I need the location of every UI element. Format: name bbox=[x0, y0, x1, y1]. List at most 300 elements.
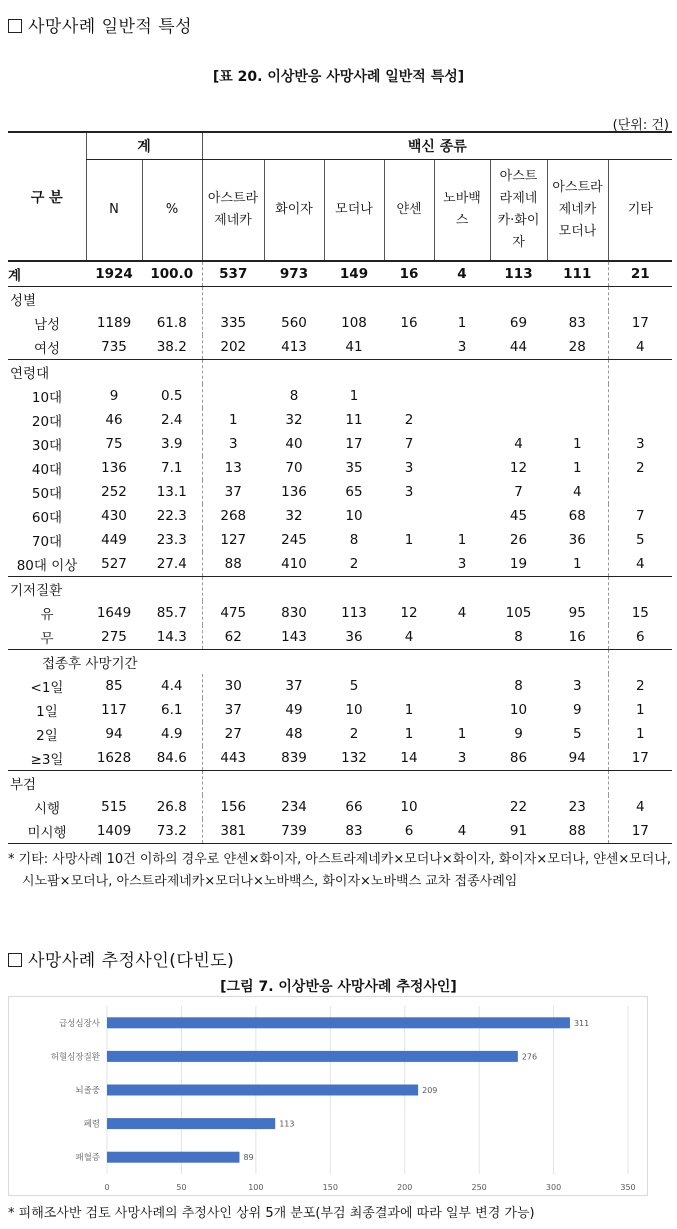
empty-cell bbox=[142, 287, 202, 312]
data-label: 209 bbox=[422, 1086, 438, 1095]
cell-vaccine-2: 2 bbox=[349, 556, 359, 572]
cell-vaccine-0: 27 bbox=[224, 726, 242, 742]
header-vaccine-group: 백신 종류 bbox=[202, 132, 672, 159]
x-tick-label: 300 bbox=[545, 1183, 562, 1192]
cell-pct: 38.2 bbox=[142, 335, 202, 360]
table-row bbox=[8, 456, 672, 480]
cell-vaccine-5: 7 bbox=[514, 484, 523, 500]
row-label: 여성 bbox=[33, 341, 61, 357]
cell-vaccine-5: 105 bbox=[505, 605, 532, 621]
cell-vaccine-7: 6 bbox=[636, 629, 645, 645]
header-vaccine-7: 기타 bbox=[608, 159, 672, 261]
cell-pct: 2.4 bbox=[142, 408, 202, 432]
empty-cell bbox=[608, 360, 672, 385]
cell-vaccine-5: 8 bbox=[514, 678, 523, 694]
empty-cell bbox=[264, 650, 324, 675]
header-n: N bbox=[86, 159, 142, 261]
cell-vaccine-3: 16 bbox=[400, 315, 418, 331]
header-total: 계 bbox=[86, 132, 202, 159]
row-label: 40대 bbox=[31, 462, 63, 478]
cell-vaccine-1: 49 bbox=[285, 702, 303, 718]
cell-pct: 26.8 bbox=[142, 795, 202, 819]
table-row bbox=[8, 261, 672, 287]
cell-vaccine-3: 2 bbox=[404, 412, 414, 428]
cell-vaccine-6: 1 bbox=[547, 456, 608, 480]
table-row bbox=[8, 432, 672, 456]
cell-vaccine-2: 36 bbox=[345, 629, 363, 645]
cell-n: 75 bbox=[105, 436, 123, 452]
table-row bbox=[8, 480, 672, 504]
group-heading-row bbox=[8, 360, 672, 385]
section-title-causes bbox=[8, 946, 234, 971]
table-row bbox=[8, 311, 672, 335]
cell-vaccine-6: 111 bbox=[547, 261, 608, 287]
cell-n: 1649 bbox=[96, 605, 132, 621]
cell-vaccine-0: 268 bbox=[220, 508, 247, 524]
cell-vaccine-1: 413 bbox=[281, 339, 307, 355]
cell-pct: 27.4 bbox=[142, 552, 202, 577]
empty-cell bbox=[490, 577, 547, 602]
group-heading: 연령대 bbox=[10, 366, 50, 382]
row-label: 20대 bbox=[31, 414, 63, 430]
cell-pct: 61.8 bbox=[142, 311, 202, 335]
cell-vaccine-0: 30 bbox=[224, 678, 242, 694]
table-row bbox=[8, 819, 672, 844]
cell-vaccine-4: 3 bbox=[457, 556, 467, 572]
empty-cell bbox=[434, 650, 490, 675]
cell-vaccine-5: 4 bbox=[514, 436, 523, 452]
cell-vaccine-0: 1 bbox=[228, 412, 238, 428]
cell-vaccine-7: 1 bbox=[636, 702, 645, 718]
empty-cell bbox=[608, 771, 672, 796]
cell-vaccine-3: 16 bbox=[399, 266, 419, 282]
cell-vaccine-2: 132 bbox=[341, 750, 367, 766]
empty-cell bbox=[547, 577, 608, 602]
cell-pct: 4.4 bbox=[142, 674, 202, 698]
cell-vaccine-5: 45 bbox=[509, 508, 528, 524]
empty-cell bbox=[142, 577, 202, 602]
cell-vaccine-2: 8 bbox=[349, 532, 359, 548]
cell-vaccine-7: 15 bbox=[631, 605, 649, 621]
cell-vaccine-7: 2 bbox=[636, 678, 645, 694]
cell-vaccine-0: 88 bbox=[224, 556, 242, 572]
row-label: 10대 bbox=[31, 390, 63, 406]
cell-vaccine-6: 95 bbox=[547, 601, 608, 625]
table-row bbox=[8, 722, 672, 746]
header-vaccine-6: 아스트라 제네카 모더나 bbox=[547, 159, 608, 261]
section-title-text: 사망사례 일반적 특성 bbox=[28, 17, 193, 37]
cell-vaccine-5: 9 bbox=[514, 726, 523, 742]
group-heading-row bbox=[8, 577, 672, 602]
cell-vaccine-1: 40 bbox=[285, 436, 303, 452]
cell-vaccine-5: 19 bbox=[509, 556, 528, 572]
empty-cell bbox=[324, 650, 384, 675]
cell-vaccine-0: 475 bbox=[220, 605, 247, 621]
cell-pct: 0.5 bbox=[142, 384, 202, 408]
empty-cell bbox=[324, 360, 384, 385]
empty-cell bbox=[142, 360, 202, 385]
cell-vaccine-6: 94 bbox=[547, 746, 608, 771]
cell-pct: 100.0 bbox=[142, 261, 202, 287]
data-label: 89 bbox=[243, 1153, 254, 1163]
cell-vaccine-0: 37 bbox=[224, 702, 242, 718]
cell-vaccine-1: 410 bbox=[281, 556, 307, 572]
cell-vaccine-7: 17 bbox=[631, 823, 649, 839]
header-vaccine-1: 화이자 bbox=[264, 159, 324, 261]
cell-pct: 84.6 bbox=[142, 746, 202, 771]
group-heading: 접종후 사망기간 bbox=[42, 656, 138, 672]
empty-cell bbox=[202, 577, 264, 602]
table-row bbox=[8, 698, 672, 722]
row-label: 무 bbox=[40, 631, 54, 647]
cell-vaccine-4 bbox=[434, 456, 490, 480]
cell-vaccine-3 bbox=[384, 384, 434, 408]
cell-vaccine-4: 1 bbox=[457, 532, 467, 548]
cell-vaccine-4 bbox=[434, 625, 490, 650]
cell-vaccine-2: 66 bbox=[345, 799, 363, 815]
empty-cell bbox=[202, 650, 264, 675]
cell-vaccine-0: 202 bbox=[220, 339, 247, 355]
empty-cell bbox=[264, 287, 324, 312]
empty-cell bbox=[608, 650, 672, 675]
cell-vaccine-4: 4 bbox=[457, 823, 467, 839]
cell-vaccine-4: 3 bbox=[457, 750, 467, 766]
cell-vaccine-3: 6 bbox=[404, 823, 414, 839]
x-tick-label: 200 bbox=[397, 1183, 413, 1192]
empty-cell bbox=[434, 771, 490, 796]
cell-vaccine-4 bbox=[434, 384, 490, 408]
empty-cell bbox=[490, 650, 547, 675]
cause-of-death-chart bbox=[8, 996, 648, 1196]
x-tick-label: 150 bbox=[322, 1183, 338, 1192]
checkbox-square-icon bbox=[8, 953, 22, 967]
cell-vaccine-2: 149 bbox=[339, 266, 369, 282]
table-row bbox=[8, 746, 672, 771]
empty-cell bbox=[608, 577, 672, 602]
cell-pct: 85.7 bbox=[142, 601, 202, 625]
cell-n: 85 bbox=[105, 678, 123, 694]
cell-pct: 23.3 bbox=[142, 528, 202, 552]
x-tick-label: 250 bbox=[471, 1183, 487, 1192]
cell-vaccine-4 bbox=[434, 408, 490, 432]
x-tick-label: 50 bbox=[176, 1183, 187, 1192]
cell-vaccine-5: 26 bbox=[509, 532, 528, 548]
table-row bbox=[8, 552, 672, 577]
empty-cell bbox=[86, 577, 142, 602]
cell-vaccine-3: 14 bbox=[400, 750, 418, 766]
cell-n: 527 bbox=[101, 556, 127, 572]
row-label: 2일 bbox=[36, 728, 58, 744]
row-label: 미시행 bbox=[27, 825, 67, 841]
empty-cell bbox=[324, 771, 384, 796]
cell-n: 252 bbox=[101, 484, 127, 500]
cell-vaccine-6: 16 bbox=[547, 625, 608, 650]
cell-n: 117 bbox=[101, 702, 127, 718]
cell-vaccine-5: 44 bbox=[509, 339, 528, 355]
cell-vaccine-3: 7 bbox=[404, 436, 414, 452]
empty-cell bbox=[434, 360, 490, 385]
cell-n: 430 bbox=[101, 508, 127, 524]
category-label: 뇌졸중 bbox=[75, 1086, 100, 1096]
cell-vaccine-0: 381 bbox=[220, 823, 247, 839]
cell-vaccine-2: 1 bbox=[349, 388, 359, 404]
cell-n: 94 bbox=[105, 726, 123, 742]
cell-vaccine-3: 4 bbox=[404, 629, 414, 645]
cell-vaccine-4: 4 bbox=[457, 605, 467, 621]
header-category: 구 분 bbox=[8, 132, 86, 261]
empty-cell bbox=[384, 577, 434, 602]
cell-vaccine-1: 839 bbox=[281, 750, 307, 766]
cell-vaccine-7: 21 bbox=[630, 266, 650, 282]
cell-pct: 6.1 bbox=[142, 698, 202, 722]
empty-cell bbox=[86, 771, 142, 796]
cell-vaccine-7: 3 bbox=[636, 436, 645, 452]
cell-vaccine-1: 136 bbox=[281, 484, 307, 500]
cell-n: 515 bbox=[101, 799, 127, 815]
cell-vaccine-3 bbox=[384, 504, 434, 528]
cell-vaccine-6: 88 bbox=[547, 819, 608, 844]
cell-vaccine-3 bbox=[384, 335, 434, 360]
cell-vaccine-0 bbox=[202, 384, 264, 408]
cell-n: 1628 bbox=[96, 750, 132, 766]
cell-vaccine-5: 91 bbox=[509, 823, 528, 839]
cell-vaccine-3: 12 bbox=[400, 605, 418, 621]
cell-vaccine-2: 10 bbox=[345, 702, 363, 718]
cell-n: 449 bbox=[101, 532, 127, 548]
cell-n: 136 bbox=[101, 460, 127, 476]
header-vaccine-3: 얀센 bbox=[384, 159, 434, 261]
cell-vaccine-7 bbox=[608, 384, 672, 408]
empty-cell bbox=[384, 650, 434, 675]
cell-pct: 73.2 bbox=[142, 819, 202, 844]
cell-vaccine-6: 3 bbox=[547, 674, 608, 698]
category-label: 폐렴 bbox=[83, 1119, 100, 1130]
empty-cell bbox=[202, 771, 264, 796]
cell-vaccine-6: 4 bbox=[547, 480, 608, 504]
empty-cell bbox=[324, 287, 384, 312]
empty-cell bbox=[434, 287, 490, 312]
table-title: [표 20. 이상반응 사망사례 일반적 특성] bbox=[212, 69, 465, 85]
row-label: 80대 이상 bbox=[16, 558, 78, 574]
table-row bbox=[8, 674, 672, 698]
bar bbox=[107, 1017, 570, 1028]
group-heading-row bbox=[8, 287, 672, 312]
cell-vaccine-7: 7 bbox=[636, 508, 645, 524]
cell-vaccine-0: 13 bbox=[224, 460, 242, 476]
empty-cell bbox=[264, 577, 324, 602]
empty-cell bbox=[547, 360, 608, 385]
cell-vaccine-1: 143 bbox=[281, 629, 307, 645]
cell-vaccine-3: 3 bbox=[404, 460, 414, 476]
x-tick-label: 0 bbox=[104, 1183, 110, 1192]
data-label: 311 bbox=[573, 1018, 590, 1028]
cell-vaccine-3: 1 bbox=[404, 702, 414, 718]
cell-vaccine-5: 10 bbox=[509, 702, 528, 718]
cell-vaccine-2: 5 bbox=[349, 678, 359, 694]
cell-vaccine-1: 560 bbox=[281, 315, 307, 331]
cell-vaccine-2: 17 bbox=[345, 436, 363, 452]
cell-vaccine-4: 1 bbox=[457, 315, 467, 331]
cell-n: 735 bbox=[101, 339, 127, 355]
empty-cell bbox=[384, 771, 434, 796]
cell-vaccine-1: 830 bbox=[281, 605, 307, 621]
bar bbox=[107, 1118, 275, 1129]
cell-vaccine-1: 8 bbox=[289, 388, 299, 404]
section-title-general bbox=[8, 12, 192, 37]
cell-vaccine-4 bbox=[434, 698, 490, 722]
row-label: 시행 bbox=[33, 801, 61, 817]
category-label: 급성심장사 bbox=[58, 1018, 100, 1029]
empty-cell bbox=[490, 771, 547, 796]
data-label: 276 bbox=[521, 1052, 538, 1062]
cell-vaccine-5 bbox=[490, 384, 547, 408]
bar bbox=[107, 1051, 518, 1062]
empty-cell bbox=[490, 360, 547, 385]
cell-vaccine-7: 2 bbox=[636, 460, 645, 476]
cell-n: 275 bbox=[101, 629, 127, 645]
cell-vaccine-0: 537 bbox=[219, 266, 248, 282]
cell-vaccine-4 bbox=[434, 795, 490, 819]
cell-vaccine-7: 17 bbox=[631, 750, 649, 766]
cell-vaccine-2: 108 bbox=[341, 315, 367, 331]
cell-vaccine-1: 70 bbox=[285, 460, 303, 476]
cell-vaccine-1: 32 bbox=[285, 412, 303, 428]
table-row bbox=[8, 601, 672, 625]
table-row bbox=[8, 625, 672, 650]
cell-vaccine-5: 22 bbox=[509, 799, 528, 815]
cell-n: 1924 bbox=[95, 266, 133, 282]
empty-cell bbox=[490, 287, 547, 312]
cell-vaccine-5: 113 bbox=[504, 266, 533, 282]
cell-vaccine-0: 37 bbox=[224, 484, 242, 500]
cell-vaccine-1: 245 bbox=[281, 532, 307, 548]
cell-n: 9 bbox=[109, 388, 119, 404]
cell-vaccine-2: 35 bbox=[345, 460, 363, 476]
empty-cell bbox=[86, 287, 142, 312]
header-pct: % bbox=[142, 159, 202, 261]
cell-vaccine-6: 5 bbox=[547, 722, 608, 746]
bar bbox=[107, 1085, 418, 1096]
row-label: ≥3일 bbox=[30, 752, 64, 768]
cell-vaccine-3 bbox=[384, 674, 434, 698]
cell-vaccine-6: 23 bbox=[547, 795, 608, 819]
cell-vaccine-7: 4 bbox=[636, 339, 645, 355]
cell-vaccine-6: 83 bbox=[547, 311, 608, 335]
empty-cell bbox=[384, 287, 434, 312]
cell-vaccine-0: 62 bbox=[224, 629, 242, 645]
cell-vaccine-5: 12 bbox=[509, 460, 528, 476]
cell-vaccine-2: 2 bbox=[349, 726, 359, 742]
empty-cell bbox=[202, 287, 264, 312]
cell-vaccine-3: 1 bbox=[404, 532, 414, 548]
cell-vaccine-6: 36 bbox=[547, 528, 608, 552]
group-heading-row bbox=[8, 650, 672, 675]
cell-vaccine-7: 4 bbox=[636, 556, 645, 572]
row-label: 30대 bbox=[31, 438, 63, 454]
category-label: 패혈증 bbox=[75, 1153, 100, 1164]
cell-vaccine-1: 739 bbox=[281, 823, 307, 839]
table-row bbox=[8, 795, 672, 819]
cell-vaccine-7 bbox=[608, 480, 672, 504]
table-unit: (단위: 건) bbox=[612, 118, 669, 133]
row-label: 1일 bbox=[36, 704, 58, 720]
cell-vaccine-6: 1 bbox=[547, 552, 608, 577]
cell-vaccine-2: 11 bbox=[345, 412, 363, 428]
table-row bbox=[8, 504, 672, 528]
empty-cell bbox=[86, 360, 142, 385]
characteristics-table bbox=[8, 131, 672, 844]
cell-vaccine-4 bbox=[434, 480, 490, 504]
cell-vaccine-7: 5 bbox=[636, 532, 645, 548]
cell-vaccine-6: 1 bbox=[547, 432, 608, 456]
cell-vaccine-4 bbox=[434, 674, 490, 698]
cell-vaccine-7: 1 bbox=[636, 726, 645, 742]
cell-vaccine-4: 3 bbox=[457, 339, 467, 355]
category-label: 허혈심장질환 bbox=[50, 1052, 100, 1063]
empty-cell bbox=[608, 287, 672, 312]
cell-vaccine-5: 8 bbox=[514, 629, 523, 645]
cell-pct: 7.1 bbox=[142, 456, 202, 480]
cell-n: 1409 bbox=[96, 823, 132, 839]
bar bbox=[107, 1152, 239, 1163]
cell-vaccine-2: 65 bbox=[345, 484, 363, 500]
cell-vaccine-7 bbox=[608, 408, 672, 432]
chart-title: [그림 7. 이상반응 사망사례 추정사인] bbox=[220, 979, 457, 995]
cell-vaccine-6: 9 bbox=[547, 698, 608, 722]
data-label: 113 bbox=[279, 1119, 295, 1129]
chart-note: * 피해조사반 검토 사망사례의 추정사인 상위 5개 분포(부검 최종결과에 따라 일부 변경 가능) bbox=[8, 1206, 535, 1221]
cell-vaccine-6 bbox=[547, 408, 608, 432]
cell-vaccine-3: 1 bbox=[404, 726, 414, 742]
x-tick-label: 350 bbox=[620, 1183, 636, 1192]
table-row bbox=[8, 384, 672, 408]
cell-vaccine-2: 10 bbox=[345, 508, 363, 524]
group-heading: 성별 bbox=[10, 293, 37, 309]
group-heading: 기저질환 bbox=[10, 583, 63, 599]
cell-vaccine-4 bbox=[434, 432, 490, 456]
cell-pct: 3.9 bbox=[142, 432, 202, 456]
cell-vaccine-4 bbox=[434, 504, 490, 528]
cell-vaccine-0: 335 bbox=[220, 315, 247, 331]
cell-pct: 14.3 bbox=[142, 625, 202, 650]
cell-n: 1189 bbox=[96, 315, 132, 331]
cell-vaccine-1: 37 bbox=[285, 678, 303, 694]
row-label: <1일 bbox=[30, 680, 64, 696]
empty-cell bbox=[324, 577, 384, 602]
cell-vaccine-2: 113 bbox=[341, 605, 367, 621]
row-label: 유 bbox=[40, 607, 54, 623]
empty-cell bbox=[547, 287, 608, 312]
cell-vaccine-4: 1 bbox=[457, 726, 467, 742]
empty-cell bbox=[434, 577, 490, 602]
cell-vaccine-1: 234 bbox=[281, 799, 307, 815]
table-row bbox=[8, 335, 672, 360]
empty-cell bbox=[142, 771, 202, 796]
row-label: 60대 bbox=[31, 510, 63, 526]
cell-vaccine-2: 83 bbox=[345, 823, 363, 839]
cell-vaccine-1: 48 bbox=[285, 726, 303, 742]
empty-cell bbox=[202, 360, 264, 385]
row-label: 70대 bbox=[31, 534, 63, 550]
empty-cell bbox=[264, 771, 324, 796]
table-footnote: * 기타: 사망사례 10건 이하의 경우로 얀센×화이자, 아스트라제네카×모더나×화이자, 화이자×모더나, 얀센×모더나, 시노팜×모더나, 아스트라제네카×모더나×노바백스, 화이자×노바백스 교차 접종사례임 bbox=[8, 852, 672, 889]
row-label: 50대 bbox=[31, 486, 63, 502]
group-heading: 부검 bbox=[10, 777, 37, 793]
row-label: 계 bbox=[8, 268, 22, 284]
cell-vaccine-5 bbox=[490, 408, 547, 432]
cell-pct: 4.9 bbox=[142, 722, 202, 746]
header-vaccine-5: 아스트 라제네 카·화이 자 bbox=[490, 159, 547, 261]
